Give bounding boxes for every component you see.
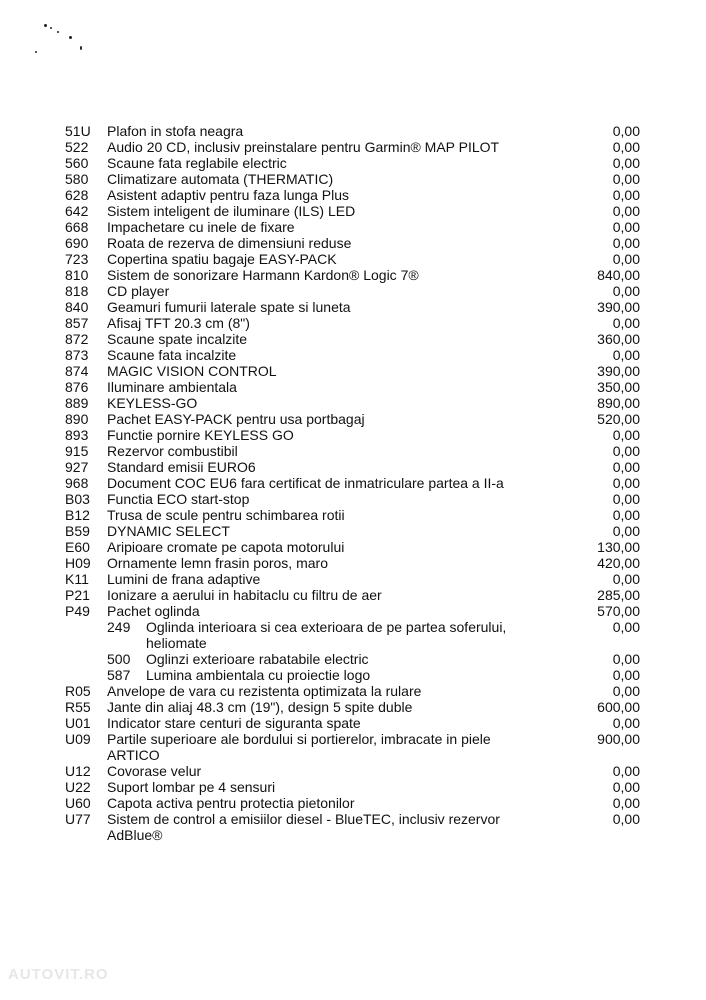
option-price: 0,00 [612, 523, 640, 539]
option-row [0, 283, 706, 299]
option-price: 520,00 [597, 411, 640, 427]
option-row [0, 507, 706, 523]
option-code: 857 [65, 315, 89, 331]
option-row [0, 379, 706, 395]
option-code: U22 [65, 779, 91, 795]
option-row [0, 587, 706, 603]
option-price: 0,00 [612, 475, 640, 491]
option-description: Scaune fata reglabile electric [107, 155, 287, 171]
option-row [0, 459, 706, 475]
option-code: B12 [65, 507, 90, 523]
option-description: Roata de rezerva de dimensiuni reduse [107, 235, 352, 251]
watermark: AUTOVIT.RO [8, 966, 109, 983]
option-description: Afisaj TFT 20.3 cm (8") [107, 315, 250, 331]
option-row [0, 811, 706, 843]
option-row [0, 491, 706, 507]
option-price: 360,00 [597, 331, 640, 347]
option-price: 0,00 [612, 171, 640, 187]
option-description: Indicator stare centuri de siguranta spate [107, 715, 361, 731]
option-row [0, 603, 706, 619]
option-description: Lumini de frana adaptive [107, 571, 261, 587]
option-row [0, 123, 706, 139]
option-row [0, 251, 706, 267]
option-row [0, 331, 706, 347]
option-price: 890,00 [597, 395, 640, 411]
option-code: 889 [65, 395, 89, 411]
option-description: Geamuri fumurii laterale spate si luneta [107, 299, 351, 315]
option-description: Sistem de sonorizare Harmann Kardon® Logic 7® [107, 267, 419, 283]
option-code: H09 [65, 555, 91, 571]
option-code: 51U [65, 123, 91, 139]
option-code: 642 [65, 203, 89, 219]
option-description: CD player [107, 283, 170, 299]
option-row [0, 219, 706, 235]
option-row [0, 715, 706, 731]
option-description: Scaune fata incalzite [107, 347, 237, 363]
option-row [0, 555, 706, 571]
option-code: K11 [65, 571, 89, 587]
option-description: Functie pornire KEYLESS GO [107, 427, 294, 443]
option-description: Jante din aliaj 48.3 cm (19"), design 5 spite duble [107, 699, 413, 715]
option-price: 0,00 [612, 763, 640, 779]
option-description: Sistem inteligent de iluminare (ILS) LED [107, 203, 356, 219]
option-code: 690 [65, 235, 89, 251]
option-row [0, 139, 706, 155]
option-code: 500 [107, 651, 131, 667]
option-description: Aripioare cromate pe capota motorului [107, 539, 345, 555]
option-price: 600,00 [597, 699, 640, 715]
speck [57, 31, 59, 33]
option-row [0, 571, 706, 587]
option-row [0, 363, 706, 379]
option-code: 249 [107, 619, 131, 635]
speck [50, 27, 52, 29]
option-code: 872 [65, 331, 89, 347]
option-price: 0,00 [612, 283, 640, 299]
option-code: U09 [65, 731, 91, 747]
option-code: 968 [65, 475, 89, 491]
option-price: 390,00 [597, 363, 640, 379]
option-price: 0,00 [612, 123, 640, 139]
option-price: 420,00 [597, 555, 640, 571]
option-row [0, 411, 706, 427]
option-description: Rezervor combustibil [107, 443, 238, 459]
option-description: Ornamente lemn frasin poros, maro [107, 555, 328, 571]
option-row [0, 187, 706, 203]
option-price: 0,00 [612, 779, 640, 795]
option-price: 0,00 [612, 507, 640, 523]
option-row [0, 539, 706, 555]
option-code: 876 [65, 379, 89, 395]
option-code: P49 [65, 603, 90, 619]
sub-option-row [0, 651, 706, 667]
option-row [0, 683, 706, 699]
sub-option-row [0, 619, 706, 651]
option-description: Scaune spate incalzite [107, 331, 248, 347]
option-code: 874 [65, 363, 89, 379]
option-price: 350,00 [597, 379, 640, 395]
option-row [0, 427, 706, 443]
option-price: 570,00 [597, 603, 640, 619]
option-row [0, 443, 706, 459]
option-price: 0,00 [612, 715, 640, 731]
option-price: 0,00 [612, 427, 640, 443]
option-code: B03 [65, 491, 90, 507]
speck [35, 51, 37, 53]
option-code: B59 [65, 523, 90, 539]
option-description: Pachet EASY-PACK pentru usa portbagaj [107, 411, 365, 427]
option-code: 580 [65, 171, 89, 187]
option-row [0, 347, 706, 363]
option-row [0, 235, 706, 251]
option-price: 0,00 [612, 235, 640, 251]
sub-option-row [0, 667, 706, 683]
option-description: Asistent adaptiv pentru faza lunga Plus [107, 187, 350, 203]
option-price: 0,00 [612, 459, 640, 475]
option-price: 0,00 [612, 203, 640, 219]
option-price: 0,00 [612, 187, 640, 203]
option-description: Document COC EU6 fara certificat de inmatriculare partea a II-a [107, 475, 504, 491]
option-code: U77 [65, 811, 91, 827]
option-row [0, 171, 706, 187]
option-code: 723 [65, 251, 89, 267]
option-price: 0,00 [612, 443, 640, 459]
option-code: 668 [65, 219, 89, 235]
option-row [0, 299, 706, 315]
speck [69, 36, 72, 39]
option-row [0, 779, 706, 795]
option-price: 0,00 [612, 683, 640, 699]
option-code: 560 [65, 155, 89, 171]
option-code: 890 [65, 411, 89, 427]
option-row [0, 395, 706, 411]
option-price: 0,00 [612, 315, 640, 331]
option-row [0, 203, 706, 219]
option-description: MAGIC VISION CONTROL [107, 363, 277, 379]
option-code: 587 [107, 667, 131, 683]
option-price: 0,00 [612, 619, 640, 635]
option-code: 915 [65, 443, 89, 459]
options-list [0, 123, 706, 843]
option-description: Trusa de scule pentru schimbarea rotii [107, 507, 345, 523]
option-price: 0,00 [612, 139, 640, 155]
option-code: R05 [65, 683, 91, 699]
option-description: KEYLESS-GO [107, 395, 198, 411]
option-row [0, 475, 706, 491]
option-price: 0,00 [612, 651, 640, 667]
option-price: 285,00 [597, 587, 640, 603]
option-description: Suport lombar pe 4 sensuri [107, 779, 276, 795]
option-code: 873 [65, 347, 89, 363]
speck [80, 46, 82, 50]
option-price: 0,00 [612, 219, 640, 235]
option-row [0, 763, 706, 779]
option-description: Oglinzi exterioare rabatabile electric [146, 651, 369, 667]
option-description: Standard emisii EURO6 [107, 459, 256, 475]
option-row [0, 699, 706, 715]
option-row [0, 523, 706, 539]
option-code: E60 [65, 539, 90, 555]
option-code: 522 [65, 139, 89, 155]
option-code: P21 [65, 587, 90, 603]
option-description: Partile superioare ale bordului si portierelor, imbracate in piele ARTICO [107, 731, 491, 763]
option-description: DYNAMIC SELECT [107, 523, 230, 539]
option-code: 628 [65, 187, 89, 203]
option-row [0, 267, 706, 283]
option-price: 0,00 [612, 795, 640, 811]
option-code: 840 [65, 299, 89, 315]
option-code: 818 [65, 283, 89, 299]
option-description: Pachet oglinda [107, 603, 200, 619]
option-description: Impachetare cu inele de fixare [107, 219, 295, 235]
option-code: 893 [65, 427, 89, 443]
option-price: 130,00 [597, 539, 640, 555]
option-code: U12 [65, 763, 91, 779]
option-description: Plafon in stofa neagra [107, 123, 244, 139]
option-price: 0,00 [612, 491, 640, 507]
option-description: Lumina ambientala cu proiectie logo [146, 667, 371, 683]
option-description: Anvelope de vara cu rezistenta optimizata la rulare [107, 683, 422, 699]
option-description: Sistem de control a emisiilor diesel - BlueTEC, inclusiv rezervor AdBlue® [107, 811, 500, 843]
option-price: 0,00 [612, 155, 640, 171]
scan-specks [0, 0, 120, 70]
option-description: Ionizare a aerului in habitaclu cu filtru de aer [107, 587, 382, 603]
option-price: 0,00 [612, 811, 640, 827]
option-row [0, 315, 706, 331]
option-description: Covorase velur [107, 763, 202, 779]
option-description: Capota activa pentru protectia pietonilor [107, 795, 355, 811]
option-description: Climatizare automata (THERMATIC) [107, 171, 334, 187]
option-price: 0,00 [612, 251, 640, 267]
option-price: 390,00 [597, 299, 640, 315]
option-row [0, 795, 706, 811]
speck [44, 24, 47, 27]
option-code: 810 [65, 267, 89, 283]
option-description: Oglinda interioara si cea exterioara de pe partea soferului, heliomate [146, 619, 507, 651]
option-row [0, 155, 706, 171]
option-price: 0,00 [612, 571, 640, 587]
option-code: R55 [65, 699, 91, 715]
option-code: U01 [65, 715, 91, 731]
option-description: Audio 20 CD, inclusiv preinstalare pentru Garmin® MAP PILOT [107, 139, 500, 155]
option-price: 0,00 [612, 667, 640, 683]
option-code: 927 [65, 459, 89, 475]
option-description: Functia ECO start-stop [107, 491, 250, 507]
option-description: Copertina spatiu bagaje EASY-PACK [107, 251, 337, 267]
option-price: 0,00 [612, 347, 640, 363]
option-code: U60 [65, 795, 91, 811]
option-price: 900,00 [597, 731, 640, 747]
option-description: Iluminare ambientala [107, 379, 237, 395]
option-row [0, 731, 706, 763]
option-price: 840,00 [597, 267, 640, 283]
